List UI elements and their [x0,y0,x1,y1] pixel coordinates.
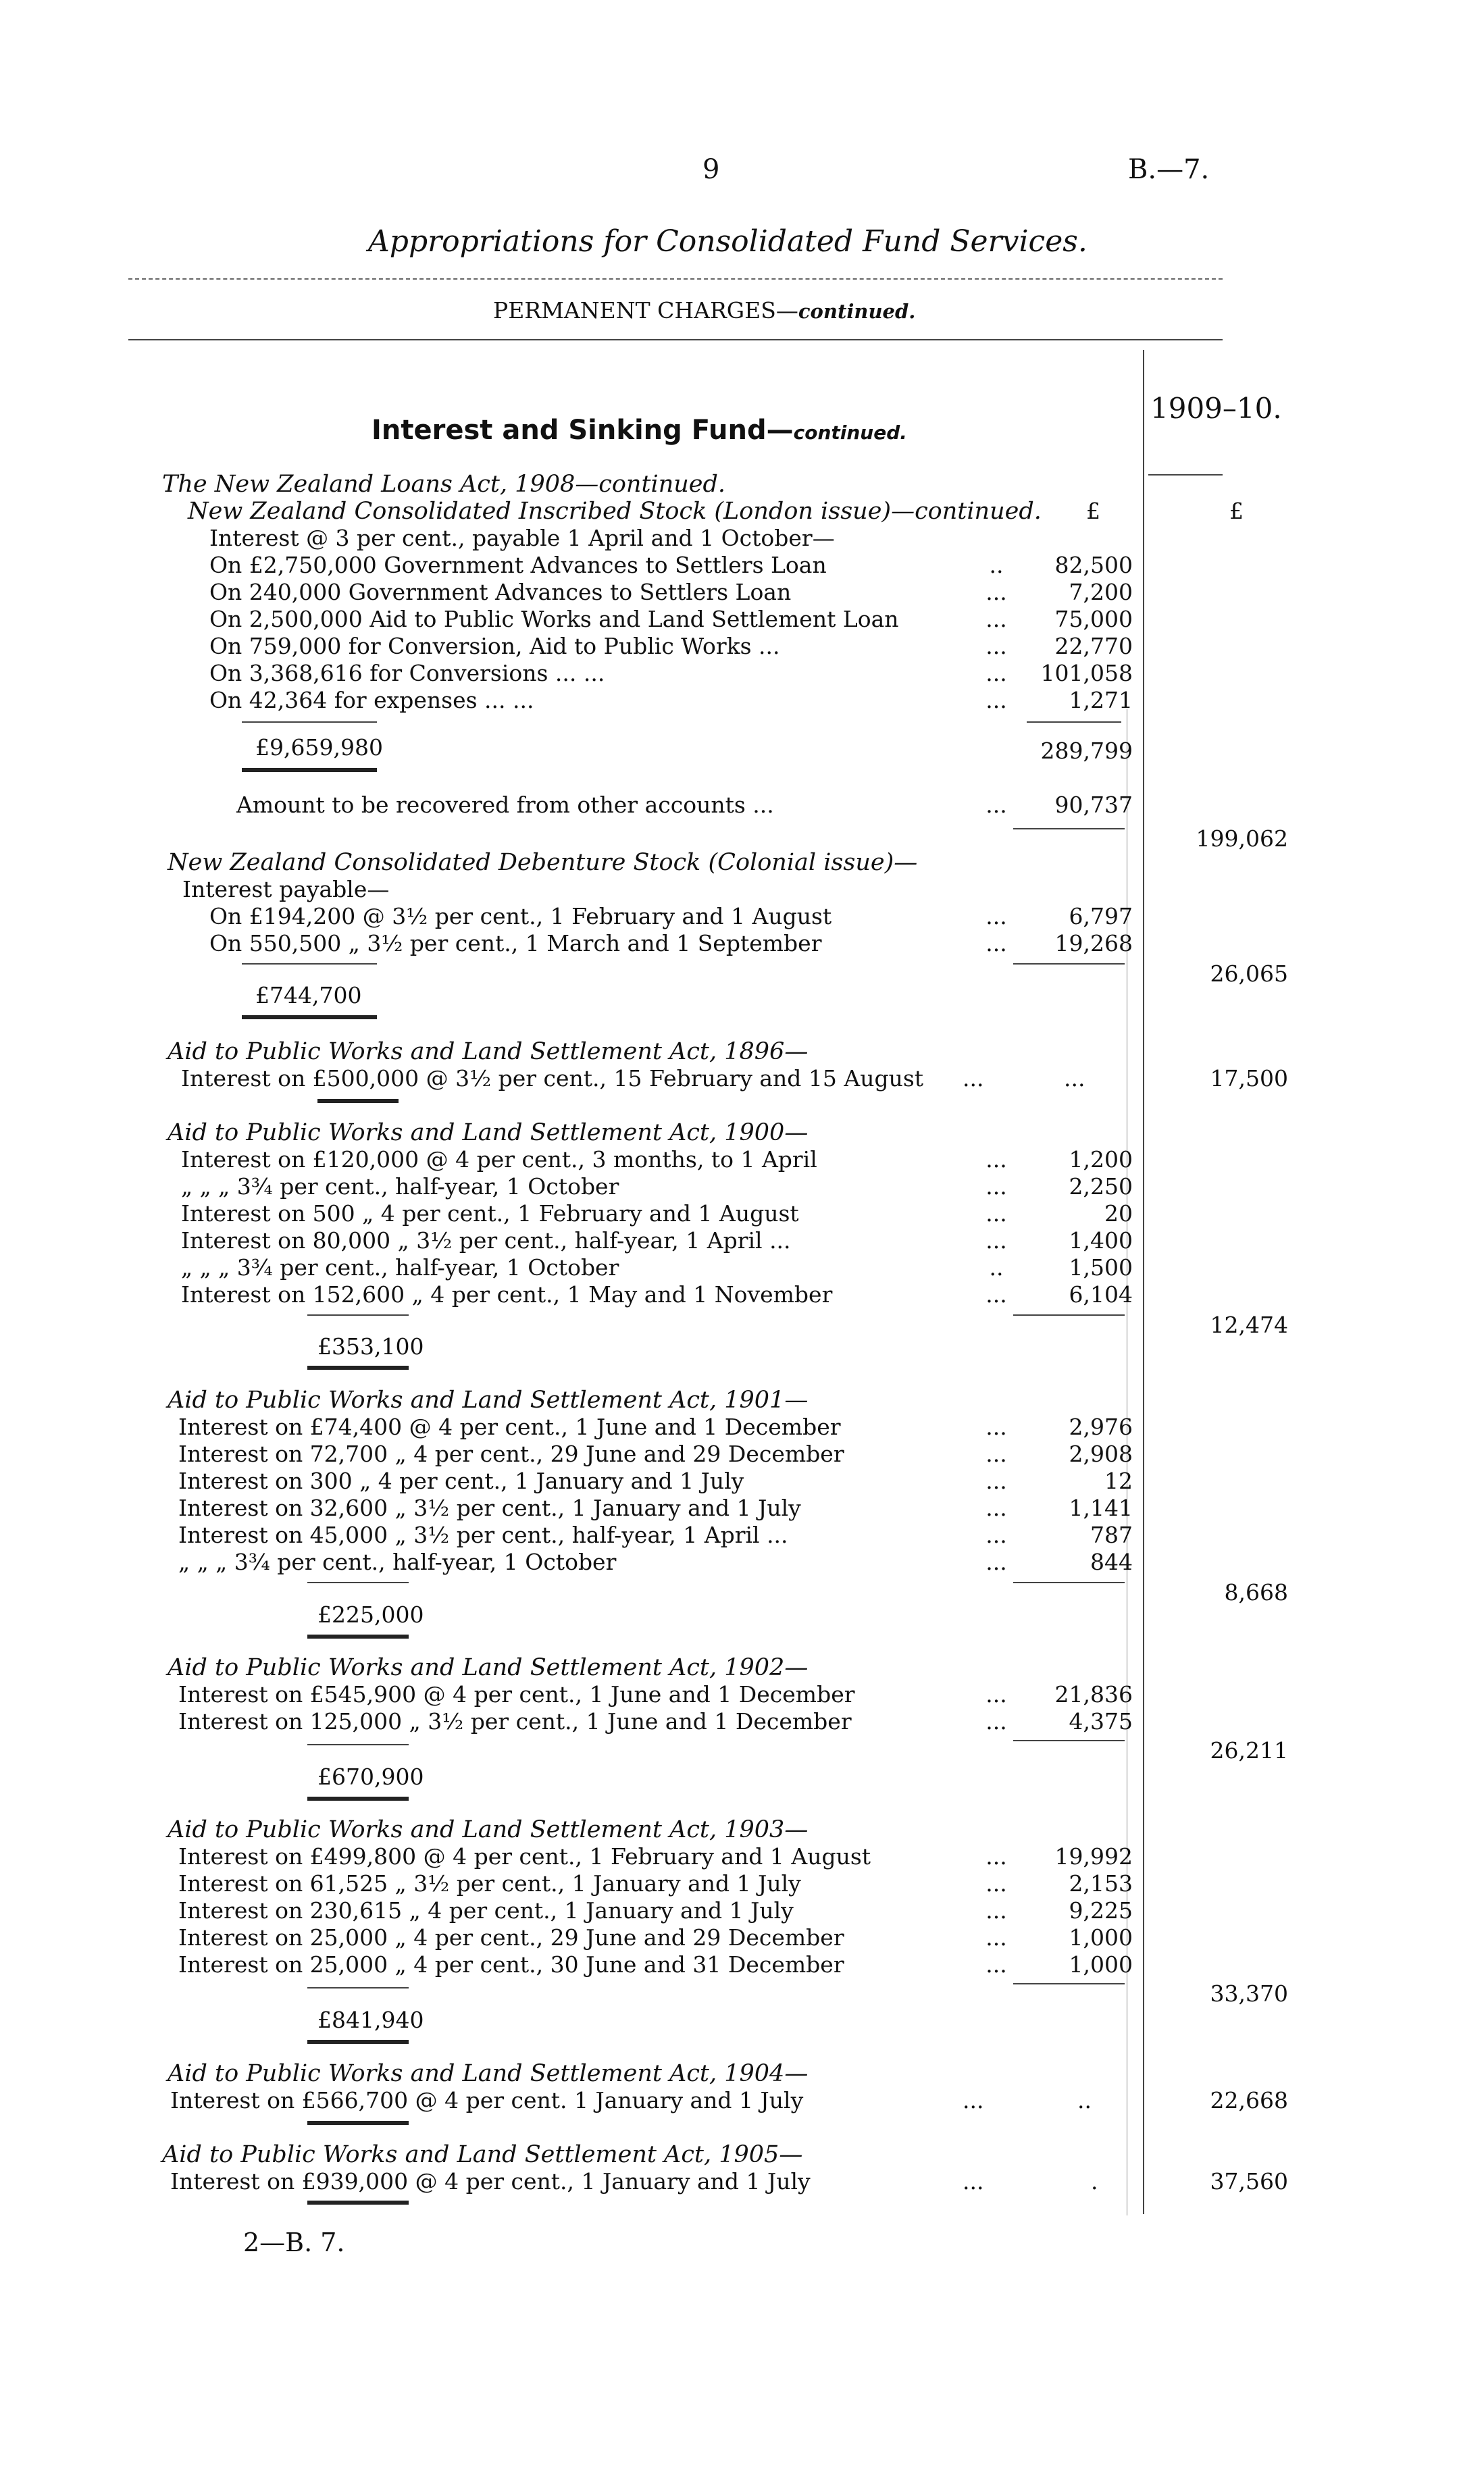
row-amount: 21,836 [1054,1681,1133,1708]
principal-total: £744,700 [255,982,362,1008]
table-row [0,1897,1484,1924]
table-row [0,1870,1484,1897]
row-text: Interest on £545,900 @ 4 per cent., 1 June and 1 December [178,1681,855,1708]
table-row [0,2087,1484,2114]
principal-rule [307,1314,409,1316]
leader-dots: ... [986,687,1007,713]
row-text: Interest on 80,000 „ 3½ per cent., half-year, 1 April ... [181,1227,791,1254]
leader-dots: ... [986,1870,1007,1897]
recovered-amount: 90,737 [1054,792,1133,818]
sub-amount-unit: £ [1086,498,1100,524]
row-text: Interest on 25,000 „ 4 per cent., 29 June and 29 December [178,1924,844,1951]
section-title-continued: continued. [793,421,907,444]
table-row [0,1495,1484,1522]
row-amount: 9,225 [1069,1897,1133,1924]
header-rule [128,339,1223,340]
leader-dots: ... [986,1414,1007,1440]
amount-rule [1013,1983,1125,1984]
act-1902-heading: Aid to Public Works and Land Settlement Act, 1902— [168,1654,809,1681]
table-row [0,1522,1484,1549]
principal-double-rule [307,1366,409,1370]
interest-line [0,525,1484,552]
row-text: „ „ „ 3¾ per cent., half-year, 1 October [181,1254,619,1281]
principal-double-rule [307,2201,409,2205]
leader-dots: ... [986,1843,1007,1870]
amount-rule [1013,828,1125,829]
leader-dots: ... [986,1173,1007,1200]
act-1896-net-total: 17,500 [1210,1065,1288,1092]
subtitle-main: PERMANENT CHARGES— [493,297,798,324]
row-text: Interest on 152,600 „ 4 per cent., 1 May and 1 November [181,1281,833,1308]
row-amount: 1,141 [1069,1495,1133,1521]
row-text: On 42,364 for expenses ... ... [209,687,534,713]
amount-rule [1027,721,1121,723]
leader-dots: ... [1064,1065,1085,1092]
row-text: Interest on £500,000 @ 3½ per cent., 15 February and 15 August [181,1065,924,1092]
row-text: On 2,500,000 Aid to Public Works and Land Settlement Loan [209,606,899,632]
principal-rule [307,1987,409,1988]
row-text: On 550,500 „ 3½ per cent., 1 March and 1 September [209,930,822,956]
row-amount: 22,770 [1054,633,1133,659]
row-amount: 1,000 [1069,1951,1133,1978]
act-1900-net-total: 12,474 [1210,1312,1288,1338]
principal-rule [307,1582,409,1583]
leader-dots: ... [986,1495,1007,1521]
row-text: Interest on 300 „ 4 per cent., 1 January and 1 July [178,1468,744,1494]
leader-dots: ... [963,2168,984,2195]
table-row [0,1441,1484,1468]
table-row [0,579,1484,606]
leader-dots: ... [986,1281,1007,1308]
table-row [0,1173,1484,1200]
act-1901-heading: Aid to Public Works and Land Settlement Act, 1901— [168,1387,809,1414]
amount-rule [1013,1740,1125,1741]
leader-dots: ... [986,792,1007,818]
row-amount: 2,908 [1069,1441,1133,1467]
subtitle-continued: continued. [798,300,916,323]
table-row [0,687,1484,714]
row-amount: 6,797 [1069,903,1133,929]
table-row [0,1951,1484,1978]
loans-net-total: 199,062 [1196,825,1288,852]
row-amount: 12 [1104,1468,1133,1494]
row-amount: 787 [1090,1522,1133,1548]
row-text: „ „ „ 3¾ per cent., half-year, 1 October [178,1549,617,1575]
leader-dots: ... [963,2087,984,2113]
row-text: On 3,368,616 for Conversions ... ... [209,660,605,686]
act-1904-heading: Aid to Public Works and Land Settlement Act, 1904— [168,2060,809,2087]
table-row [0,1681,1484,1708]
leader-dots: ... [986,1146,1007,1173]
table-row [0,1200,1484,1227]
table-row [0,1281,1484,1308]
row-amount: 1,400 [1069,1227,1133,1254]
row-text: Interest on 125,000 „ 3½ per cent., 1 June and 1 December [178,1708,852,1735]
table-row [0,2168,1484,2195]
row-amount: 844 [1090,1549,1133,1575]
row-text: Interest on 61,525 „ 3½ per cent., 1 January and 1 July [178,1870,801,1897]
row-text: „ „ „ 3¾ per cent., half-year, 1 October [181,1173,619,1200]
leader-dots: ... [986,1924,1007,1951]
row-amount: 19,992 [1054,1843,1133,1870]
leader-dots: ... [986,633,1007,659]
row-amount: 20 [1104,1200,1133,1227]
principal-double-rule [307,1635,409,1639]
row-amount: 4,375 [1069,1708,1133,1735]
table-row [0,606,1484,633]
row-text: Interest on £120,000 @ 4 per cent., 3 months, to 1 April [181,1146,817,1173]
leader-dots: ... [986,606,1007,632]
principal-total: £9,659,980 [255,734,383,761]
row-text: Interest on 72,700 „ 4 per cent., 29 June and 29 December [178,1441,844,1467]
row-text: Interest on 500 „ 4 per cent., 1 February and 1 August [181,1200,799,1227]
leader-dots: ... [986,903,1007,929]
leader-dots: ... [986,660,1007,686]
amount-rule [1013,1582,1125,1583]
leader-dots: ... [986,1951,1007,1978]
act-1904-net-total: 22,668 [1210,2087,1288,2113]
page-subtitle [493,297,915,324]
table-row [0,1227,1484,1254]
leader-dots: ... [986,1897,1007,1924]
recovered-row [0,792,1484,819]
row-text: Interest on £939,000 @ 4 per cent., 1 January and 1 July [170,2168,811,2195]
leader-dots: .. [1077,2087,1092,2113]
table-row [0,1254,1484,1281]
table-row [0,1414,1484,1441]
row-amount: 2,153 [1069,1870,1133,1897]
row-amount: 1,200 [1069,1146,1133,1173]
table-row [0,930,1484,957]
act-1896-heading: Aid to Public Works and Land Settlement Act, 1896— [168,1038,809,1065]
leader-dots: ... [986,1441,1007,1467]
row-amount: 101,058 [1040,660,1133,686]
principal-double-rule [307,1797,409,1801]
principal-double-rule [242,1015,377,1019]
table-row [0,903,1484,930]
row-text: Interest on 230,615 „ 4 per cent., 1 January and 1 July [178,1897,794,1924]
table-row [0,633,1484,660]
table-row [0,1065,1484,1092]
row-text: On £2,750,000 Government Advances to Settlers Loan [209,552,827,578]
leader-dots: ... [986,1549,1007,1575]
page-reference: B.—7. [1128,154,1210,185]
act-1900-heading: Aid to Public Works and Land Settlement Act, 1900— [168,1119,809,1146]
row-amount: 1,000 [1069,1924,1133,1951]
header-divider [128,278,1223,280]
amount-rule [1013,963,1125,965]
page-title: Appropriations for Consolidated Fund Services. [368,224,1088,259]
row-text: Interest on £566,700 @ 4 per cent. 1 January and 1 July [170,2087,804,2113]
act-1902-net-total: 26,211 [1210,1737,1288,1764]
table-row [0,552,1484,579]
principal-double-rule [307,2121,409,2125]
amount-rule [1013,1314,1125,1316]
principal-double-rule [307,2040,409,2044]
row-amount: 2,976 [1069,1414,1133,1440]
leader-dots: ... [986,1227,1007,1254]
leader-dots: ... [986,1708,1007,1735]
section-title-text: Interest and Sinking Fund— [372,415,794,446]
recovered-label: Amount to be recovered from other accounts ... [236,792,774,818]
row-amount: 7,200 [1069,579,1133,605]
leader-dots: ... [986,579,1007,605]
row-amount: 82,500 [1054,552,1133,578]
principal-rule [307,1744,409,1745]
table-row [0,1549,1484,1576]
row-text: Interest on £499,800 @ 4 per cent., 1 February and 1 August [178,1843,871,1870]
row-amount: 75,000 [1054,606,1133,632]
row-text: Interest on 32,600 „ 3½ per cent., 1 January and 1 July [178,1495,801,1521]
debenture-net-total: 26,065 [1210,960,1288,987]
principal-total: £841,940 [317,2007,424,2033]
table-row [0,1468,1484,1495]
row-text: Interest on 25,000 „ 4 per cent., 30 June and 31 December [178,1951,844,1978]
row-amount: 2,250 [1069,1173,1133,1200]
row-amount: 1,271 [1069,687,1133,713]
table-row [0,660,1484,687]
section-title [372,415,907,446]
act-1905-net-total: 37,560 [1210,2168,1288,2195]
loans-act-heading: The New Zealand Loans Act, 1908—continued. [162,471,726,498]
row-amount: 6,104 [1069,1281,1133,1308]
row-text: Interest on £74,400 @ 4 per cent., 1 June and 1 December [178,1414,841,1440]
leader-dots: ... [986,1468,1007,1494]
row-amount: 1,500 [1069,1254,1133,1281]
table-row [0,1708,1484,1735]
page-signature: 2—B. 7. [243,2228,345,2257]
principal-total: £225,000 [317,1601,424,1628]
table-row [0,1843,1484,1870]
act-1903-net-total: 33,370 [1210,1980,1288,2007]
act-1905-heading: Aid to Public Works and Land Settlement Act, 1905— [162,2141,803,2168]
act-1903-heading: Aid to Public Works and Land Settlement Act, 1903— [168,1816,809,1843]
principal-double-rule [317,1099,399,1103]
leader-dots: .. [989,552,1004,578]
leader-dots: . [1091,2168,1098,2195]
leader-dots: .. [989,1254,1004,1281]
row-amount: 19,268 [1054,930,1133,956]
row-text: Interest on 45,000 „ 3½ per cent., half-year, 1 April ... [178,1522,788,1548]
interest-line [0,876,1484,903]
principal-rule [242,721,377,723]
inscribed-stock-heading: New Zealand Consolidated Inscribed Stock (London issue)—continued. [188,498,1042,525]
total-unit: £ [1229,498,1244,524]
principal-double-rule [242,768,377,772]
act-1901-net-total: 8,668 [1224,1579,1288,1606]
year-header-rule [1148,474,1223,476]
row-text: On 759,000 for Conversion, Aid to Public Works ... [209,633,780,659]
leader-dots: ... [986,1522,1007,1548]
table-row [0,1924,1484,1951]
leader-dots: ... [963,1065,984,1092]
year-column-header: 1909–10. [1150,392,1282,425]
loans-subtotal: 289,799 [1040,738,1133,764]
debenture-heading: New Zealand Consolidated Debenture Stock (Colonial issue)— [168,849,918,876]
table-row [0,1146,1484,1173]
leader-dots: ... [986,1681,1007,1708]
row-text: On £194,200 @ 3½ per cent., 1 February and 1 August [209,903,832,929]
row-text: On 240,000 Government Advances to Settlers Loan [209,579,792,605]
interest-text: Interest @ 3 per cent., payable 1 April and 1 October— [209,525,835,551]
principal-total: £353,100 [317,1333,424,1360]
principal-total: £670,900 [317,1764,424,1790]
leader-dots: ... [986,1200,1007,1227]
interest-text: Interest payable— [182,876,390,902]
leader-dots: ... [986,930,1007,956]
page-number: 9 [702,154,720,185]
principal-rule [242,963,377,965]
